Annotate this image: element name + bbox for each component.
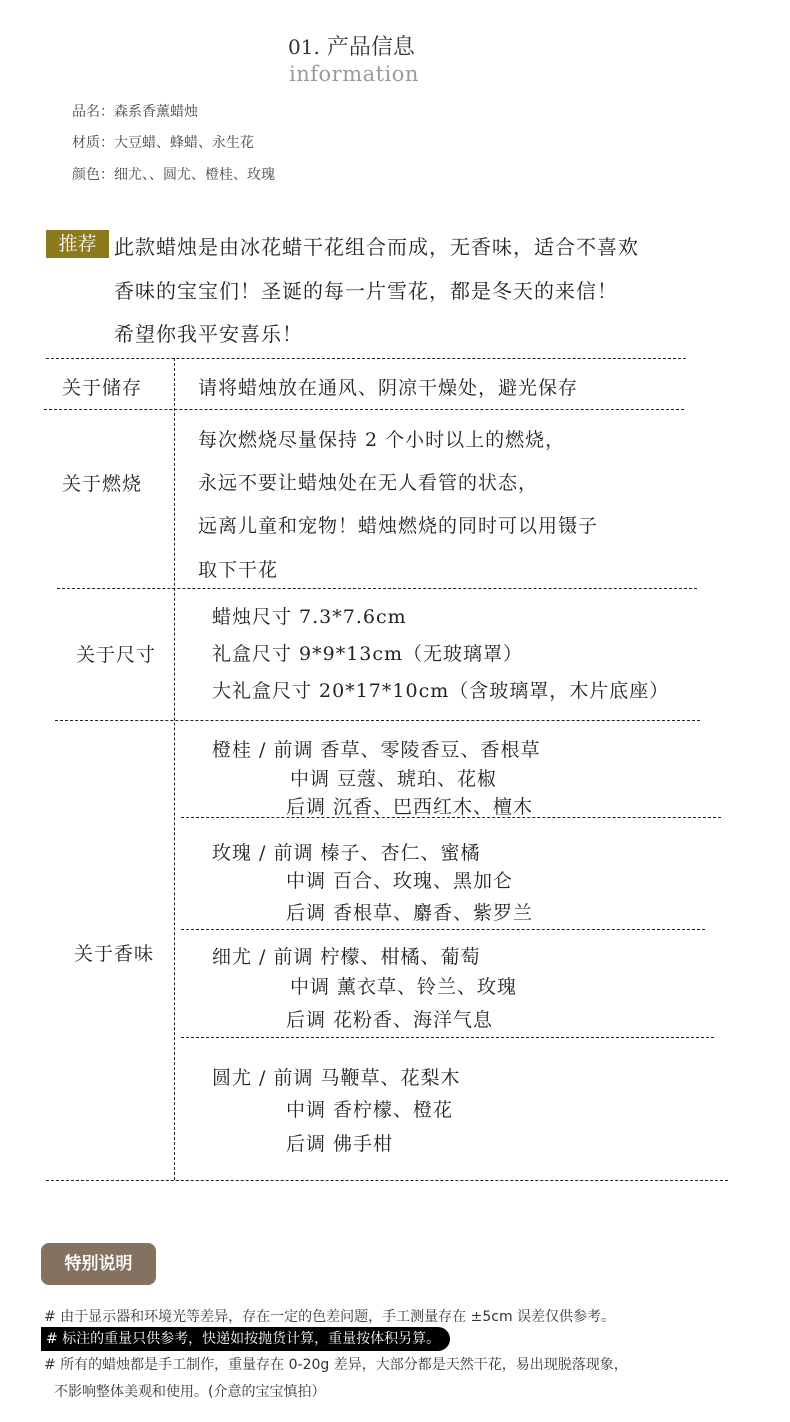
notice-line: # 由于显示器和环境光等差异，存在一定的色差问题，手工测量存在 ±5cm 误差仅供参考。 [44, 1309, 616, 1325]
scent-middle-note: 中调 薰衣草、铃兰、玫瑰 [290, 976, 518, 998]
scent-top-note: 橙桂 / 前调 香草、零陵香豆、香根草 [212, 739, 541, 761]
section-title [288, 30, 415, 61]
scent-middle-note: 中调 百合、玫瑰、黑加仑 [286, 870, 514, 892]
recommend-badge: 推荐 [46, 230, 109, 258]
scent-base-note: 后调 佛手柑 [286, 1133, 394, 1155]
table-divider [55, 720, 700, 721]
scent-label: 关于香味 [74, 943, 155, 965]
size-text: 礼盒尺寸 9*9*13cm（无玻璃罩） [212, 643, 524, 665]
table-divider [57, 588, 697, 589]
special-notice-button[interactable]: 特别说明 [41, 1243, 156, 1285]
section-title-text: 产品信息 [326, 35, 415, 60]
scent-top-note: 细尤 / 前调 柠檬、柑橘、葡萄 [212, 946, 481, 968]
recommend-line: 香味的宝宝们！圣诞的每一片雪花，都是冬天的来信！ [114, 279, 618, 303]
scent-top-note: 玫瑰 / 前调 榛子、杏仁、蜜橘 [212, 842, 481, 864]
recommend-line: 希望你我平安喜乐！ [114, 322, 303, 346]
scent-base-note: 后调 香根草、麝香、紫罗兰 [286, 902, 534, 924]
storage-label: 关于储存 [62, 377, 143, 399]
burning-text: 每次燃烧尽量保持 2 个小时以上的燃烧， [198, 429, 566, 451]
table-divider [46, 358, 686, 359]
scent-divider [181, 929, 705, 930]
product-name: 品名：森系香薰蜡烛 [72, 104, 198, 120]
table-column-divider [174, 358, 175, 1180]
product-material: 材质：大豆蜡、蜂蜡、永生花 [72, 135, 254, 151]
burning-label: 关于燃烧 [62, 473, 143, 495]
table-divider [44, 409, 684, 410]
notice-line: # 所有的蜡烛都是手工制作，重量存在 0-20g 差异，大部分都是天然干花，易出现脱落现象， [44, 1357, 628, 1373]
scent-middle-note: 中调 豆蔻、琥珀、花椒 [290, 768, 498, 790]
scent-base-note: 后调 沉香、巴西红木、檀木 [286, 796, 534, 818]
burning-text: 永远不要让蜡烛处在无人看管的状态， [198, 472, 539, 494]
burning-text: 取下干花 [198, 559, 279, 581]
notice-line: 不影响整体美观和使用。(介意的宝宝慎拍） [54, 1384, 326, 1400]
table-divider [46, 1180, 728, 1181]
scent-divider [181, 1037, 714, 1038]
scent-base-note: 后调 花粉香、海洋气息 [286, 1009, 494, 1031]
scent-middle-note: 中调 香柠檬、橙花 [286, 1099, 454, 1121]
recommend-line: 此款蜡烛是由冰花蜡干花组合而成，无香味，适合不喜欢 [114, 235, 639, 259]
size-label: 关于尺寸 [76, 644, 157, 666]
section-number: 01. [288, 35, 320, 59]
size-text: 蜡烛尺寸 7.3*7.6cm [212, 606, 407, 628]
notice-line-highlighted: # 标注的重量只供参考，快递如按抛货计算，重量按体积另算。 [41, 1327, 450, 1351]
product-color: 颜色：细尤、、圆尤、橙桂、玫瑰 [72, 167, 275, 183]
scent-top-note: 圆尤 / 前调 马鞭草、花梨木 [212, 1067, 461, 1089]
storage-text: 请将蜡烛放在通风、阴凉干燥处，避光保存 [198, 377, 579, 399]
size-text: 大礼盒尺寸 20*17*10cm（含玻璃罩，木片底座） [212, 680, 670, 702]
burning-text: 远离儿童和宠物！蜡烛燃烧的同时可以用镊子 [198, 515, 599, 537]
section-subtitle: information [289, 62, 419, 86]
